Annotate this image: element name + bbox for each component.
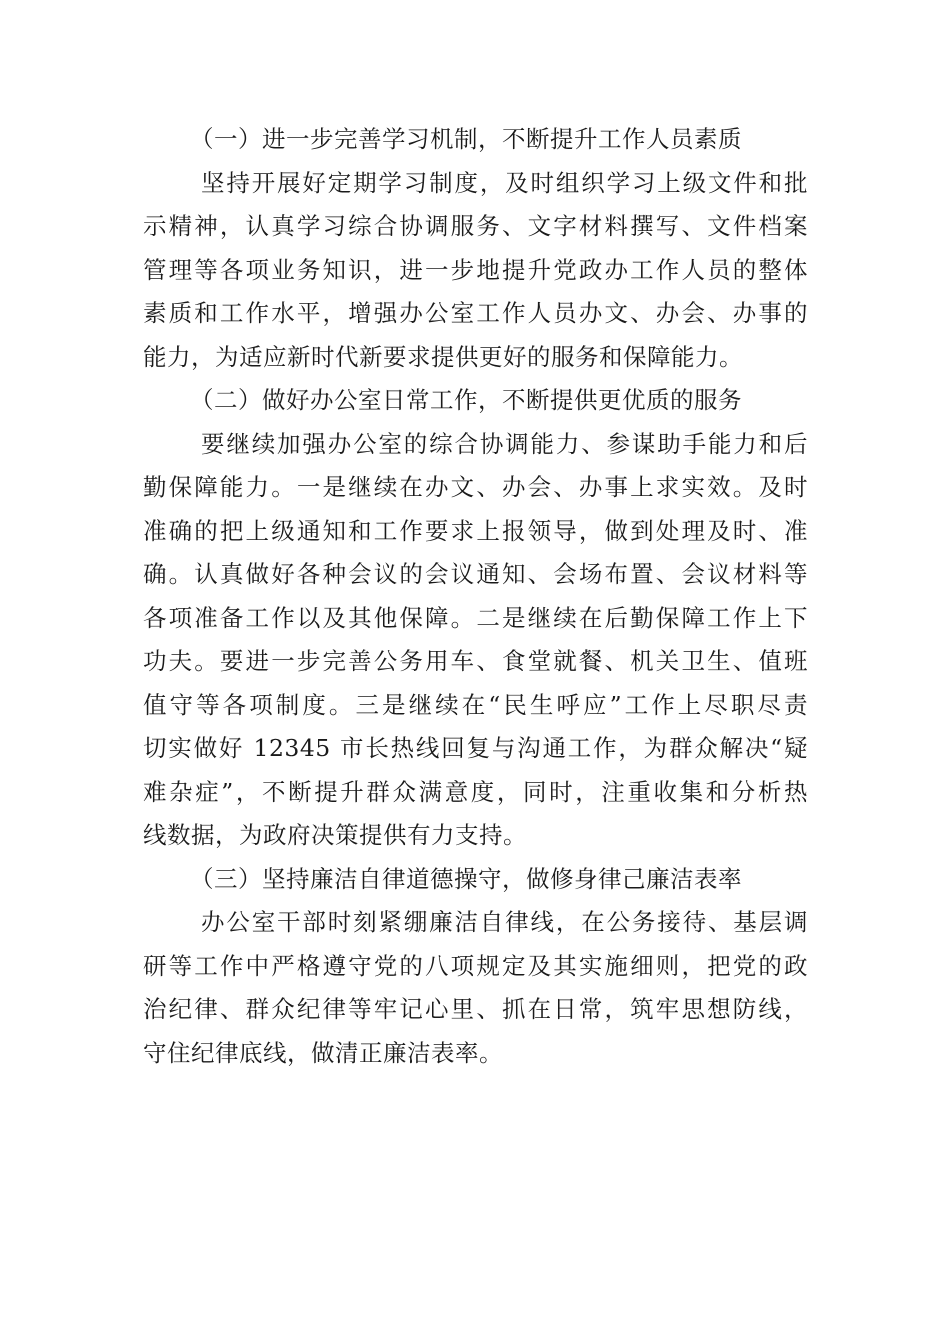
paragraph-line: 研等工作中严格遵守党的八项规定及其实施细则，把党的政 (143, 951, 808, 980)
paragraph-line: 线数据，为政府决策提供有力支持。 (143, 821, 527, 849)
paragraph-line: 确。认真做好各种会议的会议通知、会场布置、会议材料等 (143, 560, 808, 588)
paragraph-line: 勤保障能力。一是继续在办文、办会、办事上求实效。及时 (143, 473, 808, 501)
paragraph-line: 功夫。要进一步完善公务用车、食堂就餐、机关卫生、值班 (143, 647, 808, 675)
paragraph-line: 示精神，认真学习综合协调服务、文字材料撰写、文件档案 (143, 212, 808, 240)
paragraph-line: 难杂症”，不断提升群众满意度，同时，注重收集和分析热 (143, 777, 808, 806)
paragraph-line: 能力，为适应新时代新要求提供更好的服务和保障能力。 (143, 342, 743, 371)
section-3-heading: （三）坚持廉洁自律道德操守，做修身律己廉洁表率 (190, 864, 742, 893)
document-body (143, 118, 808, 1075)
paragraph-line: 管理等各项业务知识，进一步地提升党政办工作人员的整体 (143, 255, 808, 284)
paragraph-line: 办公室干部时刻紧绷廉洁自律线，在公务接待、基层调 (201, 908, 808, 936)
paragraph-line: 切实做好 12345 市长热线回复与沟通工作，为群众解决“疑 (143, 734, 808, 762)
paragraph-line: 坚持开展好定期学习制度，及时组织学习上级文件和批 (201, 168, 808, 197)
paragraph-line: 值守等各项制度。三是继续在“民生呼应”工作上尽职尽责 (143, 690, 808, 719)
paragraph-line: 准确的把上级通知和工作要求上报领导，做到处理及时、准 (143, 516, 808, 545)
section-1-heading: （一）进一步完善学习机制，不断提升工作人员素质 (190, 125, 742, 153)
paragraph-line: 守住纪律底线，做清正廉洁表率。 (143, 1038, 503, 1067)
paragraph-line: 各项准备工作以及其他保障。二是继续在后勤保障工作上下 (143, 603, 808, 632)
paragraph-line: 要继续加强办公室的综合协调能力、参谋助手能力和后 (201, 429, 808, 458)
section-2-heading: （二）做好办公室日常工作，不断提供更优质的服务 (190, 386, 742, 414)
paragraph-line: 治纪律、群众纪律等牢记心里、抓在日常，筑牢思想防线， (143, 995, 808, 1023)
paragraph-line: 素质和工作水平，增强办公室工作人员办文、办会、办事的 (143, 299, 808, 327)
